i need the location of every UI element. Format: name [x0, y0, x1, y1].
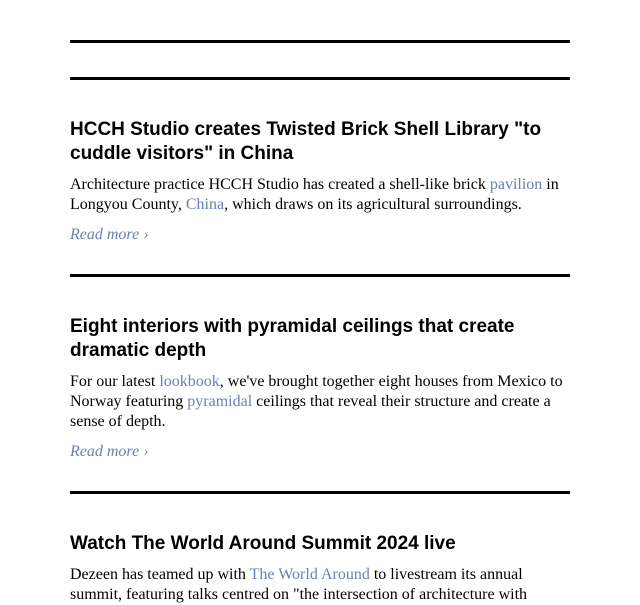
summary-text: in Longyou County,	[70, 176, 559, 213]
divider	[70, 40, 570, 43]
article-headline[interactable]: Eight interiors with pyramidal ceilings that create dramatic depth	[70, 316, 515, 361]
read-more-link[interactable]: Read more ›	[70, 226, 149, 243]
summary-text: ceilings that reveal their structure and create a sense of depth.	[70, 393, 551, 430]
read-more-link[interactable]: Read more ›	[70, 443, 149, 460]
article-summary	[70, 372, 570, 432]
article-summary	[70, 565, 570, 605]
article-card	[70, 80, 570, 245]
article-summary	[70, 175, 570, 215]
newsletter-content	[70, 0, 570, 605]
pyramidal-link[interactable]: pyramidal	[187, 393, 253, 410]
article-card	[70, 494, 570, 605]
china-link[interactable]: China	[185, 196, 225, 213]
summary-text: For our latest	[70, 373, 160, 390]
summary-text: to livestream its annual summit, featuring talks centred on "the intersection of architecture with	[70, 566, 528, 603]
summary-text: , which draws on its agricultural surroundings.	[224, 196, 522, 213]
article-card	[70, 277, 570, 462]
summary-text: Dezeen has teamed up with	[70, 566, 250, 583]
pavilion-link[interactable]: pavilion	[489, 176, 543, 193]
the-world-around-link[interactable]: The World Around	[249, 566, 370, 583]
lookbook-link[interactable]: lookbook	[159, 373, 220, 390]
article-headline[interactable]: Watch The World Around Summit 2024 live	[70, 533, 456, 554]
article-headline[interactable]: HCCH Studio creates Twisted Brick Shell Library "to cuddle visitors" in China	[70, 119, 542, 164]
summary-text: Architecture practice HCCH Studio has created a shell-like brick	[70, 176, 490, 193]
summary-text: , we've brought together eight houses from Mexico to Norway featuring	[70, 373, 563, 410]
